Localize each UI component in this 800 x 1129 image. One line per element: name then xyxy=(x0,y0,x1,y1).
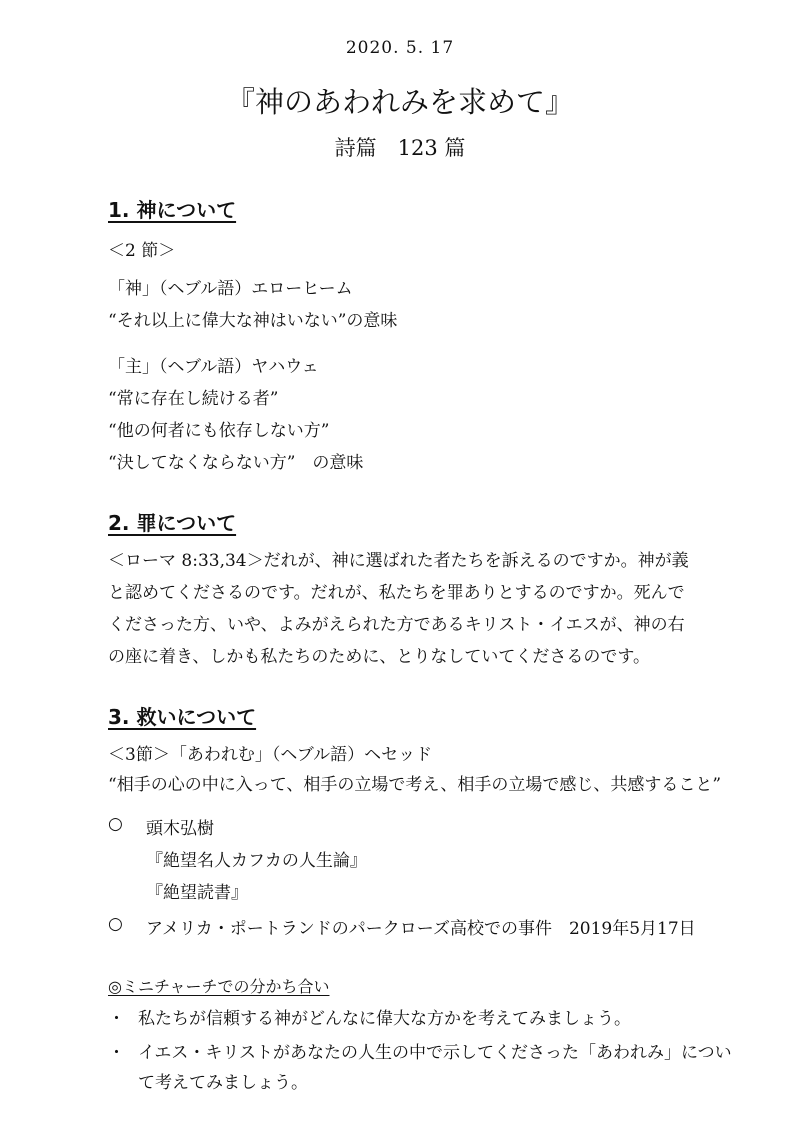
scripture-reference: 詩篇 123 篇 xyxy=(334,136,466,160)
section-1-line: 「主」（ヘブル語）ヤハウェ xyxy=(108,357,319,377)
section-3-line: ＜3節＞「あわれむ」（ヘブル語）ヘセッド xyxy=(108,745,433,765)
section-1-heading: 1. 神について xyxy=(108,198,237,222)
author-name: 頭木弘樹 xyxy=(146,819,214,839)
section-1-line: “それ以上に偉大な神はいない”の意味 xyxy=(108,311,398,331)
book-title: 『絶望名人カフカの人生論』 xyxy=(146,851,367,871)
circle-marker: ○ xyxy=(108,814,123,834)
book-title: 『絶望読書』 xyxy=(146,883,248,903)
section-2-heading: 2. 罪について xyxy=(108,511,237,535)
section-2-line: の座に着き、しかも私たちのために、とりなしていてくださるのです。 xyxy=(108,647,650,667)
section-1-line: “決してなくならない方” の意味 xyxy=(108,453,364,473)
date: 2020. 5. 17 xyxy=(345,38,455,58)
bullet-marker: ・ xyxy=(108,1043,125,1063)
circle-marker: ○ xyxy=(108,914,123,934)
page-title: 『神のあわれみを求めて』 xyxy=(225,85,574,119)
section-1-verse-ref: ＜2 節＞ xyxy=(108,241,176,261)
section-1-line: “常に存在し続ける者” xyxy=(108,389,279,409)
bullet-text: イエス・キリストがあなたの人生の中で示してくださった「あわれみ」につい xyxy=(138,1043,732,1063)
minichurch-heading: ◎ミニチャーチでの分かち合い xyxy=(108,977,330,996)
section-1-line: “他の何者にも依存しない方” xyxy=(108,421,330,441)
bullet-marker: ・ xyxy=(108,1009,125,1029)
section-1-line: 「神」（ヘブル語）エローヒーム xyxy=(108,279,353,299)
section-2-line: ＜ローマ 8:33,34＞だれが、神に選ばれた者たちを訴えるのですか。神が義 xyxy=(108,551,689,571)
bullet-text: 私たちが信頼する神がどんなに偉大な方かを考えてみましょう。 xyxy=(138,1009,631,1029)
section-3-heading: 3. 救いについて xyxy=(108,705,257,729)
section-2-line: くださった方、いや、よみがえられた方であるキリスト・イエスが、神の右 xyxy=(108,615,685,635)
incident-line: アメリカ・ポートランドのパークローズ高校での事件 2019年5月17日 xyxy=(146,919,696,939)
bullet-text: て考えてみましょう。 xyxy=(138,1073,308,1093)
section-3-line: “相手の心の中に入って、相手の立場で考え、相手の立場で感じ、共感すること” xyxy=(108,775,722,795)
section-2-line: と認めてくださるのです。だれが、私たちを罪ありとするのですか。死んで xyxy=(108,583,685,603)
